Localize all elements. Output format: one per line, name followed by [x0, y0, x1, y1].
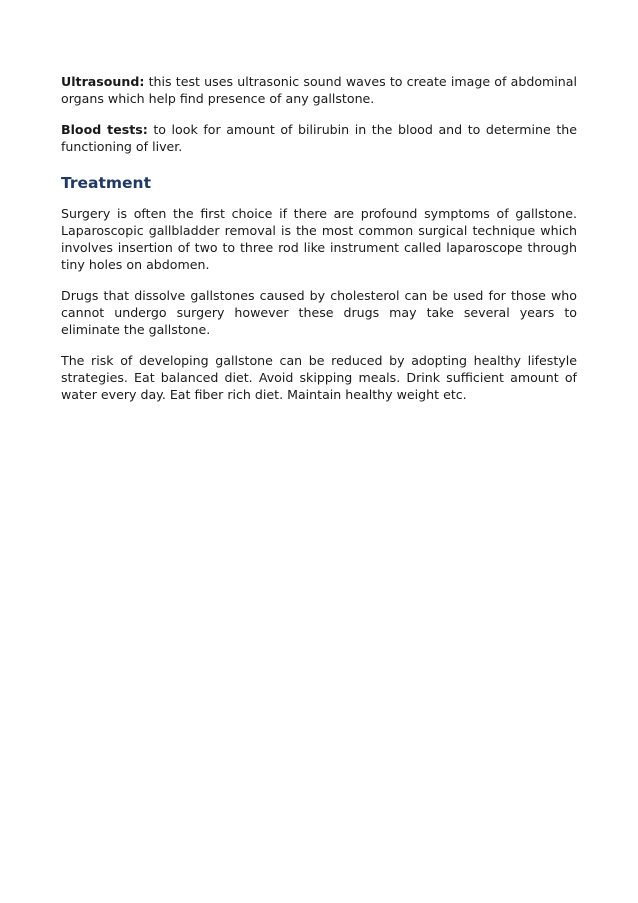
- ultrasound-paragraph: [61, 73, 577, 107]
- document-page: [61, 73, 577, 417]
- treatment-paragraph-prevention: The risk of developing gallstone can be reduced by adopting healthy lifestyle strategies. Eat balanced diet. Avoid skipping meals. Drink sufficient amount of water every day. Eat fiber rich diet. Maintain healthy weight etc.: [61, 353, 577, 402]
- blood-tests-text: to look for amount of bilirubin in the blood and to determine the functioning of liver.: [61, 122, 577, 154]
- blood-tests-term: Blood tests:: [61, 122, 148, 137]
- treatment-paragraph-surgery: Surgery is often the first choice if there are profound symptoms of gallstone. Laparoscopic gallbladder removal is the most common surgical technique which involves insertion of two to three rod like instrument called laparoscope through tiny holes on abdomen.: [61, 206, 577, 272]
- ultrasound-term: Ultrasound:: [61, 74, 145, 89]
- treatment-heading: Treatment: [61, 174, 152, 192]
- treatment-paragraph-drugs: Drugs that dissolve gallstones caused by cholesterol can be used for those who cannot undergo surgery however these drugs may take several years to eliminate the gallstone.: [61, 288, 577, 337]
- blood-tests-paragraph: [61, 121, 577, 155]
- ultrasound-text: this test uses ultrasonic sound waves to create image of abdominal organs which help find presence of any gallstone.: [61, 74, 577, 106]
